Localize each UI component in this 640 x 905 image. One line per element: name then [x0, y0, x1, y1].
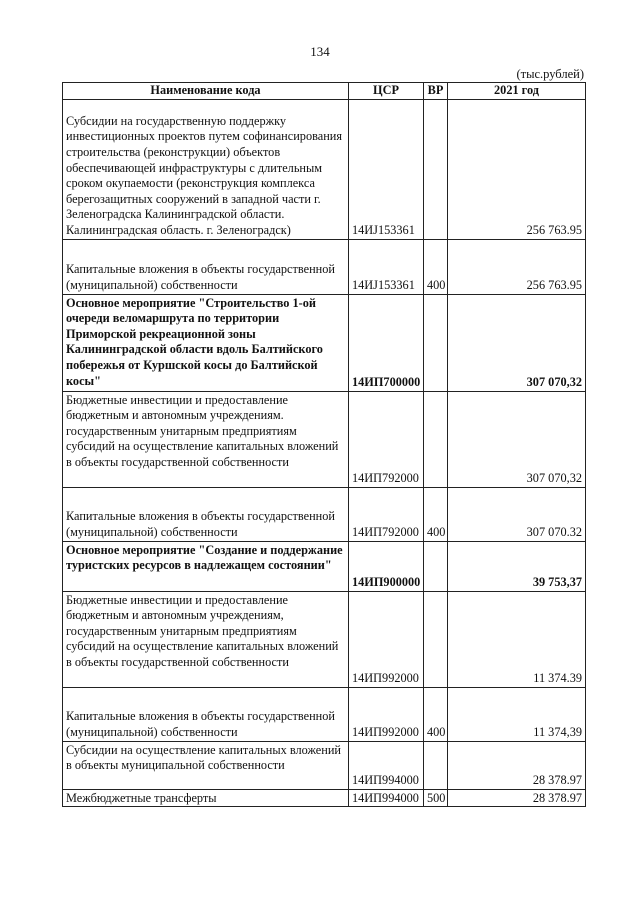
table-row: [63, 99, 586, 239]
row-amount: 307 070.32: [448, 487, 586, 541]
row-csr: 14ИП792000: [349, 391, 424, 487]
row-amount: 256 763.95: [448, 99, 586, 239]
row-name: Капитальные вложения в объекты государственной (муниципальной) собственности: [63, 239, 349, 294]
row-name: Субсидии на осуществление капитальных вложений в объекты муниципальной собственности: [63, 741, 349, 789]
row-vr: 400: [424, 239, 448, 294]
row-name: Капитальные вложения в объекты государственной (муниципальной) собственности: [63, 687, 349, 741]
row-amount: 11 374.39: [448, 591, 586, 687]
row-name: Основное мероприятие "Строительство 1-ой очереди веломаршрута по территории Приморской рекреационной зоны Калининградской области вдоль Балтийского побережья от Куршской косы до Балтийской косы": [63, 294, 349, 391]
table-row: [63, 789, 586, 807]
row-csr: 14ИП994000: [349, 741, 424, 789]
table-row: [63, 391, 586, 487]
row-vr: [424, 391, 448, 487]
row-amount: 256 763.95: [448, 239, 586, 294]
table-header-row: [63, 83, 586, 100]
row-name: Бюджетные инвестиции и предоставление бюджетным и автономным учреждениям. государственным унитарным предприятиям субсидий на осуществление капитальных вложений в объекты государственной собственности: [63, 391, 349, 487]
header-name: Наименование кода: [63, 83, 349, 100]
row-amount: 307 070,32: [448, 391, 586, 487]
table-row: [63, 687, 586, 741]
row-name: Межбюджетные трансферты: [63, 789, 349, 807]
header-vr: ВР: [424, 83, 448, 100]
row-csr: 14ИП994000: [349, 789, 424, 807]
row-csr: 14ИП992000: [349, 591, 424, 687]
row-vr: [424, 541, 448, 591]
header-csr: ЦСР: [349, 83, 424, 100]
table-row: [63, 591, 586, 687]
row-csr: 14ИП900000: [349, 541, 424, 591]
header-year: 2021 год: [448, 83, 586, 100]
row-csr: 14ИJ153361: [349, 99, 424, 239]
row-amount: 307 070,32: [448, 294, 586, 391]
row-amount: 28 378.97: [448, 789, 586, 807]
row-csr: 14ИП792000: [349, 487, 424, 541]
row-vr: [424, 294, 448, 391]
page-number: 134: [310, 44, 330, 59]
row-vr: 400: [424, 687, 448, 741]
table-row: [63, 541, 586, 591]
row-vr: [424, 591, 448, 687]
row-name: Субсидии на государственную поддержку инвестиционных проектов путем софинансирования строительства (реконструкции) объектов обеспечивающей инфраструктуры с длительным сроком окупаемости (реконструкция комплекса берегозащитных сооружений в западной части г. Зеленоградска Калининградской области. Калининградская область. г. Зеленоградск): [63, 99, 349, 239]
table-row: [63, 487, 586, 541]
row-vr: 400: [424, 487, 448, 541]
row-amount: 39 753,37: [448, 541, 586, 591]
row-csr: 14ИJ153361: [349, 239, 424, 294]
row-name: Бюджетные инвестиции и предоставление бюджетным и автономным учреждениям, государственным унитарным предприятиям субсидий на осуществление капитальных вложений в объекты государственной собственности: [63, 591, 349, 687]
row-csr: 14ИП992000: [349, 687, 424, 741]
row-amount: 28 378.97: [448, 741, 586, 789]
table-row: [63, 239, 586, 294]
table-row: [63, 741, 586, 789]
row-name: Капитальные вложения в объекты государственной (муниципальной) собственности: [63, 487, 349, 541]
row-csr: 14ИП700000: [349, 294, 424, 391]
budget-table: [62, 82, 586, 807]
row-vr: 500: [424, 789, 448, 807]
table-row: [63, 294, 586, 391]
row-name: Основное мероприятие "Создание и поддержание туристских ресурсов в надлежащем состоянии": [63, 541, 349, 591]
unit-label: (тыс.рублей): [516, 67, 584, 81]
row-vr: [424, 741, 448, 789]
row-amount: 11 374,39: [448, 687, 586, 741]
row-vr: [424, 99, 448, 239]
